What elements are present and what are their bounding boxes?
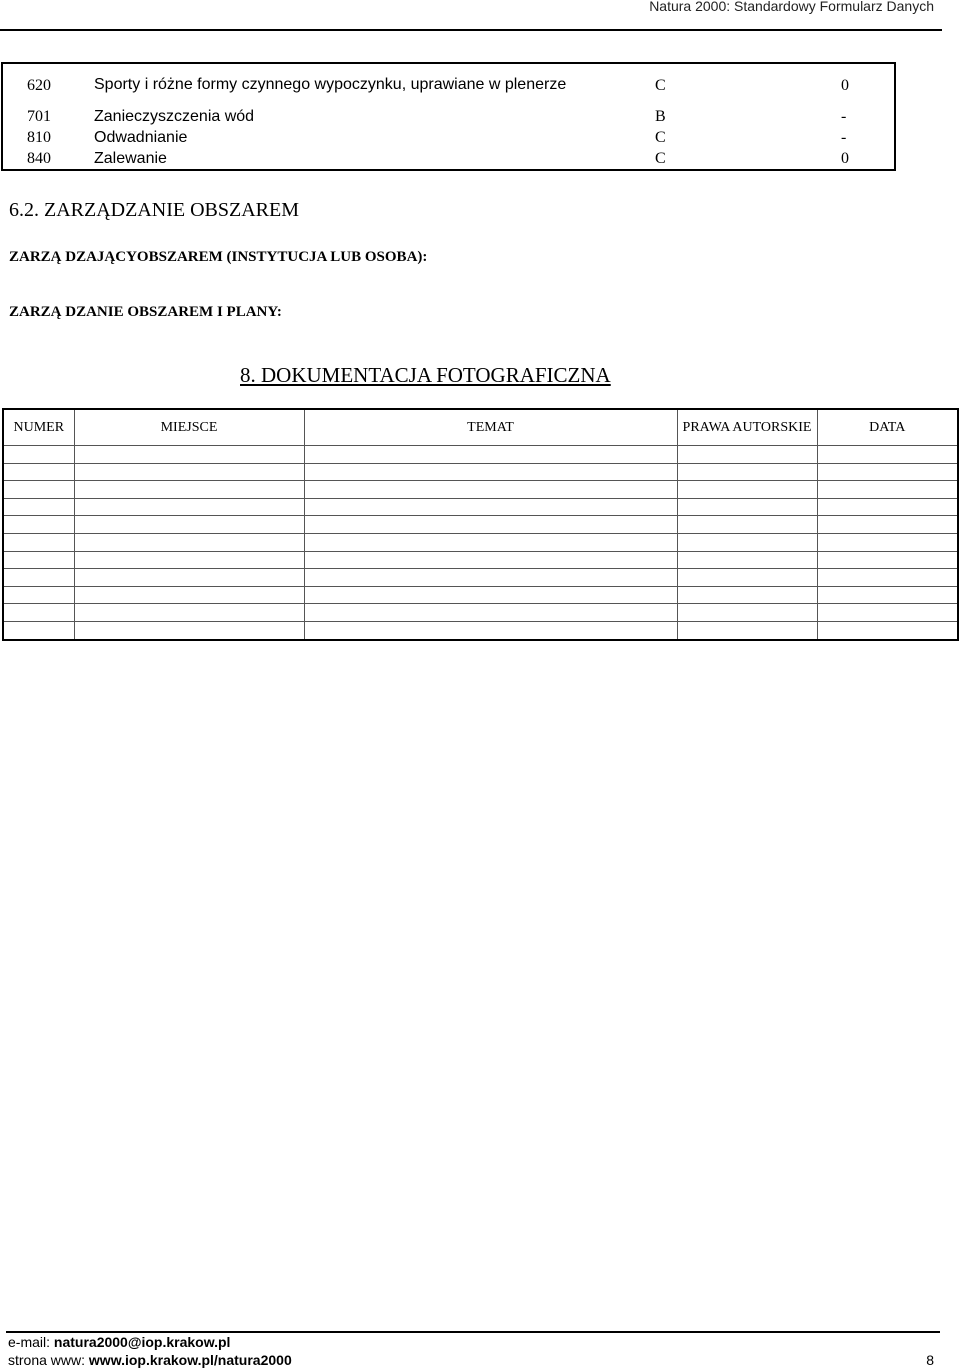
column-header-prawa-autorskie: PRAWA AUTORSKIE: [677, 409, 817, 446]
table-cell: [817, 463, 958, 481]
table-cell: [304, 533, 677, 551]
table-cell: [3, 551, 74, 569]
table-cell: [817, 446, 958, 464]
table-cell: [3, 586, 74, 604]
table-row: [3, 551, 958, 569]
activity-code: 840: [27, 150, 51, 167]
activity-class: B: [655, 108, 666, 125]
table-cell: [74, 604, 304, 622]
table-cell: [817, 516, 958, 534]
table-row: [3, 604, 958, 622]
table-cell: [817, 569, 958, 587]
activity-value: -: [841, 129, 847, 146]
table-cell: [3, 481, 74, 499]
table-cell: [677, 481, 817, 499]
page-number: 8: [926, 1352, 934, 1368]
table-cell: [677, 516, 817, 534]
table-cell: [677, 533, 817, 551]
table-cell: [677, 446, 817, 464]
table-cell: [3, 516, 74, 534]
table-cell: [3, 463, 74, 481]
table-cell: [817, 498, 958, 516]
activity-value: 0: [841, 150, 849, 167]
table-cell: [677, 498, 817, 516]
table-cell: [74, 516, 304, 534]
table-cell: [74, 481, 304, 499]
table-cell: [817, 481, 958, 499]
table-row: [3, 516, 958, 534]
table-row: [2, 127, 895, 148]
column-header-numer: NUMER: [3, 409, 74, 446]
table-cell: [3, 569, 74, 587]
table-cell: [304, 481, 677, 499]
footer-www-label: strona www:: [8, 1352, 89, 1368]
footer-website-link[interactable]: www.iop.krakow.pl/natura2000: [88, 1352, 292, 1368]
activity-description: Odwadnianie: [94, 129, 188, 146]
table-cell: [3, 446, 74, 464]
table-header-row: [3, 409, 958, 446]
table-cell: [304, 498, 677, 516]
table-cell: [3, 533, 74, 551]
activity-class: C: [655, 150, 666, 167]
footer-email: [8, 1334, 230, 1350]
table-cell: [304, 446, 677, 464]
table-cell: [74, 586, 304, 604]
column-header-data: DATA: [817, 409, 958, 446]
table-cell: [677, 569, 817, 587]
header-rule: [0, 29, 942, 31]
table-cell: [817, 586, 958, 604]
footer-rule: [6, 1331, 940, 1333]
photo-documentation-table: [2, 408, 959, 641]
column-header-temat: TEMAT: [304, 409, 677, 446]
table-cell: [677, 586, 817, 604]
footer-website: [8, 1352, 292, 1368]
page-header-title: Natura 2000: Standardowy Formularz Danych: [649, 0, 934, 14]
table-cell: [304, 586, 677, 604]
management-plans-label: ZARZĄ DZANIE OBSZAREM I PLANY:: [9, 304, 282, 320]
table-cell: [304, 569, 677, 587]
footer-email-link[interactable]: natura2000@iop.krakow.pl: [53, 1334, 231, 1350]
table-cell: [304, 604, 677, 622]
table-cell: [304, 621, 677, 639]
table-cell: [74, 446, 304, 464]
table-row: [3, 446, 958, 464]
activity-class: C: [655, 129, 666, 146]
footer-email-label: e-mail:: [8, 1334, 54, 1350]
table-cell: [304, 516, 677, 534]
table-row: [3, 481, 958, 499]
table-cell: [304, 551, 677, 569]
activity-value: 0: [841, 76, 849, 94]
table-cell: [74, 533, 304, 551]
table-cell: [677, 604, 817, 622]
table-cell: [817, 551, 958, 569]
table-row: [2, 148, 895, 170]
table-cell: [304, 463, 677, 481]
table-cell: [74, 569, 304, 587]
table-cell: [3, 604, 74, 622]
photo-table-body: [3, 446, 958, 640]
activity-code: 620: [27, 76, 51, 94]
table-row: [3, 533, 958, 551]
activity-class: C: [655, 76, 666, 94]
table-row: [2, 106, 895, 127]
table-row: [3, 463, 958, 481]
section-6-2-heading: 6.2. ZARZĄDZANIE OBSZAREM: [9, 199, 299, 221]
activity-code: 701: [27, 108, 51, 125]
table-cell: [817, 533, 958, 551]
managing-entity-label: ZARZĄ DZAJĄCYOBSZAREM (INSTYTUCJA LUB OSOBA):: [9, 249, 428, 265]
activity-value: -: [841, 108, 847, 125]
activity-description: Zanieczyszczenia wód: [94, 108, 255, 125]
table-cell: [817, 621, 958, 639]
table-cell: [3, 498, 74, 516]
table-cell: [74, 621, 304, 639]
table-row: [3, 498, 958, 516]
section-8-heading: 8. DOKUMENTACJA FOTOGRAFICZNA: [240, 363, 611, 387]
table-cell: [74, 463, 304, 481]
table-cell: [817, 604, 958, 622]
table-cell: [74, 498, 304, 516]
table-cell: [74, 551, 304, 569]
column-header-miejsce: MIEJSCE: [74, 409, 304, 446]
table-row: [2, 63, 895, 106]
table-cell: [3, 621, 74, 639]
table-row: [3, 569, 958, 587]
activities-table: [1, 62, 896, 171]
table-row: [3, 586, 958, 604]
table-cell: [677, 551, 817, 569]
table-cell: [677, 463, 817, 481]
table-cell: [677, 621, 817, 639]
activity-description: Zalewanie: [94, 150, 167, 167]
table-row: [3, 621, 958, 639]
activity-description: Sporty i różne formy czynnego wypoczynku, uprawiane w plenerze: [94, 76, 567, 93]
activity-code: 810: [27, 129, 51, 146]
